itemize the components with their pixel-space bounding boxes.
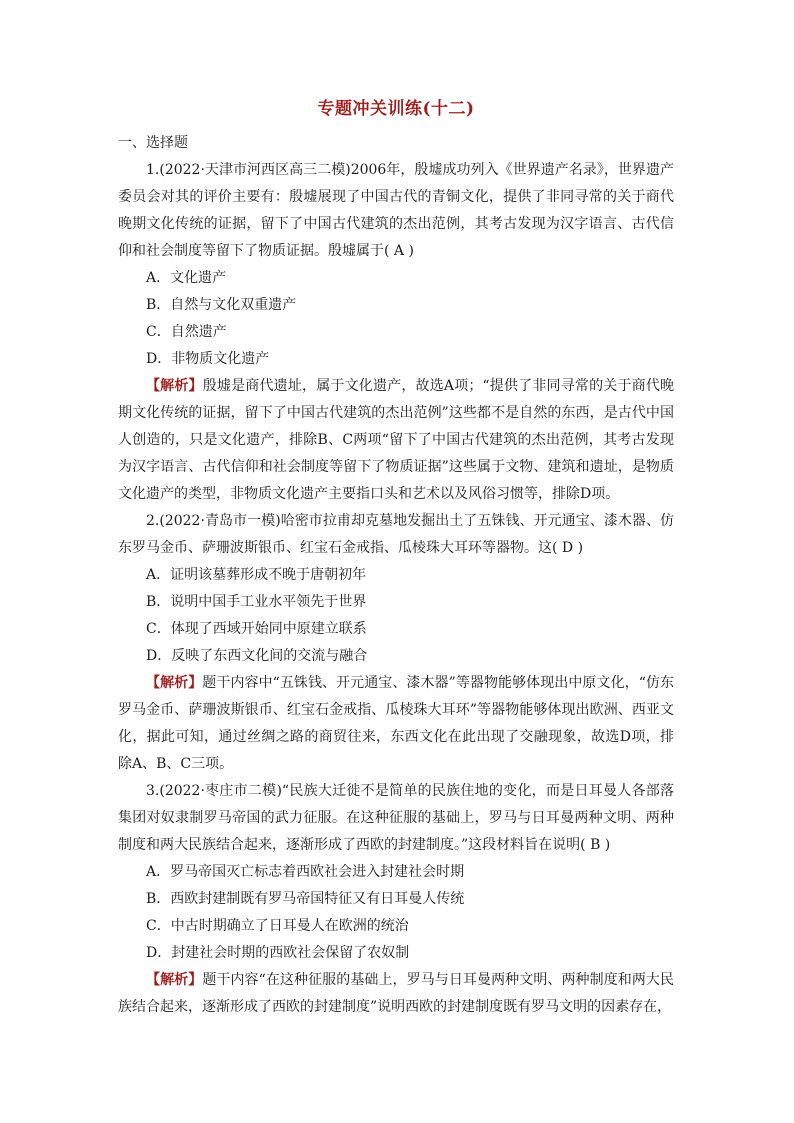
option-c: C．中古时期确立了日耳曼人在欧洲的统治 [146, 918, 409, 934]
analysis-text: 题干内容“在这种征服的基础上，罗马与日耳曼两种文明、两种制度和两大民族结合起来，逐渐形成了西欧的封建制度”说明西欧的封建制度既有罗马文明的因素存在， [118, 972, 675, 1015]
option-d: D．非物质文化遗产 [146, 351, 270, 367]
analysis [118, 373, 674, 508]
option-a: A．证明该墓葬形成不晚于唐朝初年 [146, 567, 367, 583]
analysis-text: 殷墟是商代遗址，属于文化遗产，故选A项；“提供了非同寻常的关于商代晚期文化传统的证据，留下了中国古代建筑的杰出范例”这些都不是自然的东西，是古代中国人创造的，只是文化遗产，排除B、C两项“留下了中国古代建筑的杰出范例，其考古发现为汉字语言、古代信仰和社会制度等留下了物质证据”这些属于文物、建筑和遗址，是物质文化遗产的类型，非物质文化遗产主要指口头和艺术以及风俗习惯等，排除D项。 [118, 378, 675, 502]
document-page [118, 96, 674, 1021]
analysis [118, 670, 674, 778]
option-a: A．文化遗产 [146, 270, 227, 286]
option-b: B．自然与文化双重遗产 [146, 297, 297, 313]
question-3 [118, 778, 674, 1021]
question-stem: 2.(2022·青岛市一模)哈密市拉甫却克墓地发掘出土了五铢钱、开元通宝、漆木器、仿东罗马金币、萨珊波斯银币、红宝石金戒指、瓜棱珠大耳环等器物。这( D ) [118, 513, 674, 556]
analysis [118, 967, 674, 1021]
section-heading: 一、选择题 [118, 135, 188, 151]
question-1 [118, 157, 674, 508]
analysis-text: 题干内容中“五铢钱、开元通宝、漆木器”等器物能够体现出中原文化，“仿东罗马金币、萨珊波斯银币、红宝石金戒指、瓜棱珠大耳环”等器物能够体现出欧洲、西亚文化，据此可知，通过丝绸之路的商贸往来，东西文化在此出现了交融现象，故选D项，排除A、B、C三项。 [118, 675, 674, 772]
option-b: B．西欧封建制既有罗马帝国特征又有日耳曼人传统 [146, 891, 465, 907]
option-d: D．封建社会时期的西欧社会保留了农奴制 [146, 945, 410, 961]
question-2 [118, 508, 674, 778]
option-b: B．说明中国手工业水平领先于世界 [146, 594, 367, 610]
analysis-tag: 【解析】 [146, 675, 203, 691]
question-stem: 3.(2022·枣庄市二模)“民族大迁徙不是简单的民族住地的变化，而是日耳曼人各部落集团对奴隶制罗马帝国的武力征服。在这种征服的基础上，罗马与日耳曼两种文明、两种制度和两大民族结合起来，逐渐形成了西欧的封建制度。”这段材料旨在说明( B ) [118, 783, 674, 853]
page-title: 专题冲关训练(十二) [317, 99, 475, 119]
analysis-tag: 【解析】 [146, 378, 203, 394]
option-d: D．反映了东西文化间的交流与融合 [146, 648, 368, 664]
analysis-tag: 【解析】 [146, 972, 203, 988]
option-a: A．罗马帝国灭亡标志着西欧社会进入封建社会时期 [146, 864, 465, 880]
option-c: C．自然遗产 [146, 324, 227, 340]
question-stem: 1.(2022·天津市河西区高三二模)2006年，殷墟成功列入《世界遗产名录》，世界遗产委员会对其的评价主要有：殷墟展现了中国古代的青铜文化，提供了非同寻常的关于商代晚期文化传统的证据，留下了中国古代建筑的杰出范例，其考古发现为汉字语言、古代信仰和社会制度等留下了物质证据。殷墟属于( A ) [118, 162, 674, 259]
option-c: C．体现了西域开始同中原建立联系 [146, 621, 367, 637]
